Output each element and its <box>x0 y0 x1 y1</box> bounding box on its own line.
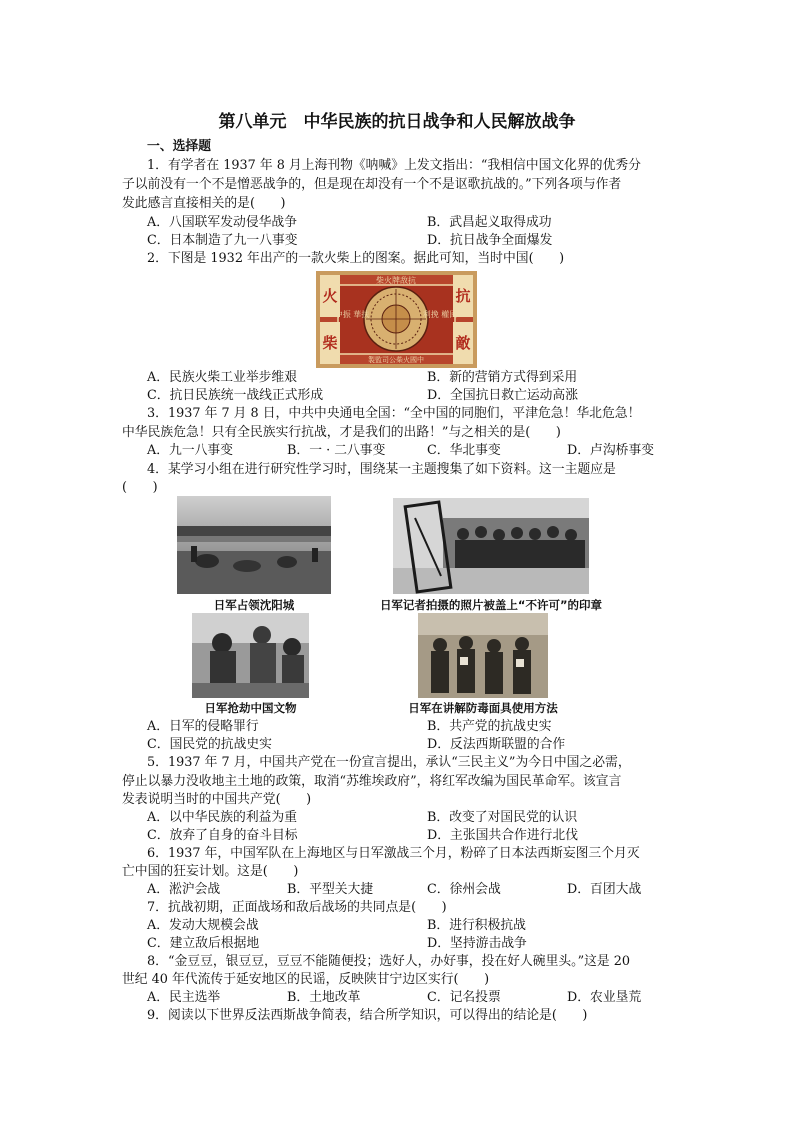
q1-line-2: 子以前没有一个不是憎恶战争的，但是现在却没有一个不是讴歌抗战的。”下列各项与作者 <box>122 177 622 192</box>
q1-option-c: C．日本制造了九一八事变 <box>147 233 298 248</box>
matchbox-left-char-2: 柴 <box>322 334 338 352</box>
q2-line-1: 2．下图是 1932 年出产的一款火柴上的图案。据此可知，当时中国( ) <box>147 251 565 266</box>
matchbox-inner-right: 利挽 權回 <box>422 310 458 319</box>
q5-option-b: B．改变了对国民党的认识 <box>427 810 578 825</box>
q3-option-c: C．华北事变 <box>427 443 501 458</box>
caption-photo-1: 日军占领沈阳城 <box>213 598 295 612</box>
q5-line-1: 5．1937 年 7 月，中国共产党在一份宣言提出，承认“三民主义”为今日中国之必需， <box>147 755 631 770</box>
q4-line-2: ( ) <box>122 480 158 495</box>
q1-line-1: 1．有学者在 1937 年 8 月上海刊物《呐喊》上发文指出：“我相信中国文化界的优秀分 <box>147 158 641 173</box>
photo-censored-stamp <box>393 498 589 594</box>
q4-option-c: C．国民党的抗战史实 <box>147 737 272 752</box>
q3-line-1: 3．1937 年 7 月 8 日，中共中央通电全国：“全中国的同胞们，平津危急！华北危急！ <box>147 406 641 421</box>
photo-looting-artifacts <box>192 613 309 698</box>
matchbox-inner-left: 中振 華扶 <box>334 310 370 319</box>
q2-option-d: D．全国抗日救亡运动高涨 <box>427 388 579 403</box>
q7-option-c: C．建立敌后根据地 <box>147 936 260 951</box>
q3-option-b: B．一 · 二八事变 <box>287 443 386 458</box>
matchbox-left-char-1: 火 <box>322 287 338 305</box>
section-heading: 一、选择题 <box>147 139 211 154</box>
caption-photo-3: 日军抢劫中国文物 <box>204 701 297 715</box>
caption-photo-4: 日军在讲解防毒面具使用方法 <box>408 701 558 715</box>
q8-option-d: D．农业垦荒 <box>567 990 642 1005</box>
q8-option-a: A．民主选举 <box>147 990 221 1005</box>
matchbox-right-char-2: 敵 <box>455 334 471 352</box>
q7-option-a: A．发动大规模会战 <box>147 918 259 933</box>
q5-option-a: A．以中华民族的利益为重 <box>147 810 298 825</box>
matchbox-right-char-1: 抗 <box>455 287 471 305</box>
q4-option-d: D．反法西斯联盟的合作 <box>427 737 566 752</box>
q8-option-c: C．记名投票 <box>427 990 501 1005</box>
q5-option-d: D．主张国共合作进行北伐 <box>427 828 579 843</box>
q8-option-b: B．土地改革 <box>287 990 361 1005</box>
q1-option-d: D．抗日战争全面爆发 <box>427 233 553 248</box>
q2-option-a: A．民族火柴工业举步维艰 <box>147 370 298 385</box>
q6-option-b: B．平型关大捷 <box>287 882 374 897</box>
q6-line-2: 亡中国的狂妄计划。这是( ) <box>122 864 299 879</box>
q5-line-3: 发表说明当时的中国共产党( ) <box>122 792 312 807</box>
matchbox-label-image <box>316 271 477 368</box>
q2-option-b: B．新的营销方式得到采用 <box>427 370 578 385</box>
q7-line-1: 7．抗战初期，正面战场和敌后战场的共同点是( ) <box>147 900 447 915</box>
q3-option-d: D．卢沟桥事变 <box>567 443 655 458</box>
matchbox-bottom-text: 製監司公柴火國中 <box>368 356 424 364</box>
q6-option-d: D．百团大战 <box>567 882 642 897</box>
q5-line-2: 停止以暴力没收地主土地的政策，取消“苏维埃政府”，将红军改编为国民革命军。该宣言 <box>122 774 622 789</box>
q6-line-1: 6．1937 年，中国军队在上海地区与日军激战三个月，粉碎了日本法西斯妄图三个月灭 <box>147 846 640 861</box>
q8-line-1: 8．“金豆豆，银豆豆，豆豆不能随便投；选好人，办好事，投在好人碗里头。”这是 20 <box>147 954 631 969</box>
q8-line-2: 世纪 40 年代流传于延安地区的民谣，反映陕甘宁边区实行( ) <box>122 972 490 987</box>
q1-option-a: A．八国联军发动侵华战争 <box>147 215 298 230</box>
q9-line-1: 9．阅读以下世界反法西斯战争简表，结合所学知识，可以得出的结论是( ) <box>147 1008 588 1023</box>
q2-option-c: C．抗日民族统一战线正式形成 <box>147 388 324 403</box>
page-title: 第八单元 中华民族的抗日战争和人民解放战争 <box>218 112 576 132</box>
q7-option-d: D．坚持游击战争 <box>427 936 527 951</box>
photo-gas-mask-demo <box>418 613 548 698</box>
q1-option-b: B．武昌起义取得成功 <box>427 215 552 230</box>
caption-photo-2: 日军记者拍摄的照片被盖上“不许可”的印章 <box>379 598 603 612</box>
q1-line-3: 发此感言直接相关的是( ) <box>122 196 286 211</box>
q3-option-a: A．九一八事变 <box>147 443 234 458</box>
q7-option-b: B．进行积极抗战 <box>427 918 526 933</box>
q5-option-c: C．放弃了自身的奋斗目标 <box>147 828 298 843</box>
q4-option-a: A．日军的侵略罪行 <box>147 719 259 734</box>
q6-option-c: C．徐州会战 <box>427 882 501 897</box>
q6-option-a: A．淞沪会战 <box>147 882 221 897</box>
photo-shenyang-occupation <box>177 496 331 594</box>
q4-line-1: 4．某学习小组在进行研究性学习时，围绕某一主题搜集了如下资料。这一主题应是 <box>147 462 616 477</box>
q4-option-b: B．共产党的抗战史实 <box>427 719 552 734</box>
q3-line-2: 中华民族危急！只有全民族实行抗战，才是我们的出路！”与之相关的是( ) <box>122 425 561 440</box>
matchbox-top-text: 柴火牌敌抗 <box>376 276 416 285</box>
